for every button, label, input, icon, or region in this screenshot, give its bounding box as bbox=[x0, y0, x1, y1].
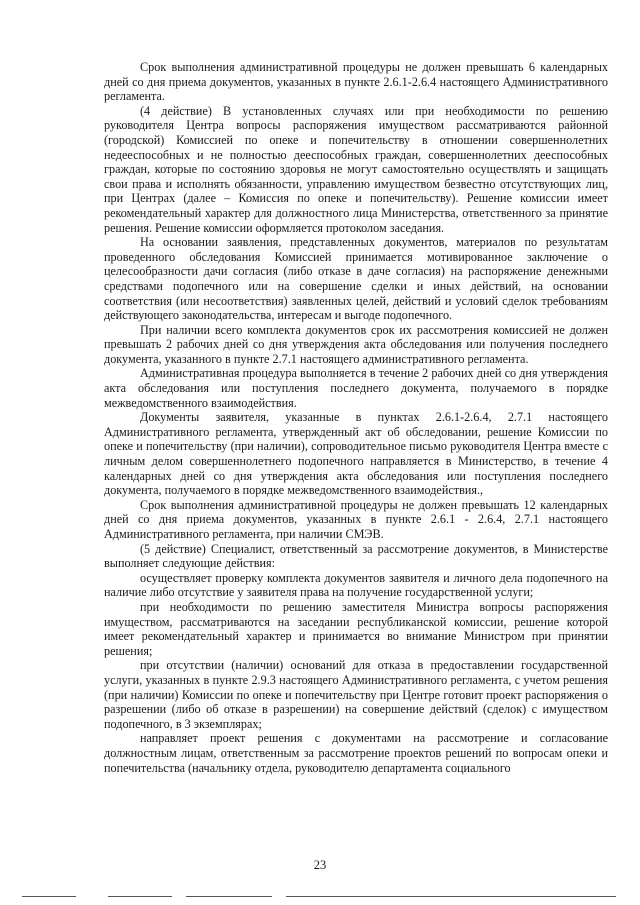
footer-divider bbox=[286, 896, 616, 897]
paragraph: (4 действие) В установленных случаях или при необходимости по решению руководителя Центра вопросы распоряжения имуществом рассматриваются районной (городской) Комиссией по опеке и попечительству в отношении совершеннолетних недееспособных и не полностью дееспособных граждан, совершеннолетних дееспособных граждан, которые по состоянию здоровья не могут самостоятельно осуществлять и защищать свои права и исполнять обязанности, управлению имуществом безвестно отсутствующих лиц, при Центрах (далее – Комиссия по опеке и попечительству). Решение комиссии имеет рекомендательный характер для должностного лица Министерства, ответственного за принятие решения. Решение комиссии оформляется протоколом заседания. bbox=[104, 103, 608, 235]
footer-divider bbox=[186, 896, 272, 897]
paragraph: Административная процедура выполняется в течение 2 рабочих дней со дня утверждения акта обследования или поступления последнего документа, получаемого в порядке межведомственного взаимодействия. bbox=[104, 366, 608, 410]
paragraph: осуществляет проверку комплекта документов заявителя и личного дела подопечного на наличие либо отсутствие у заявителя права на получение государственной услуги; bbox=[104, 570, 608, 600]
footer-divider bbox=[108, 896, 172, 897]
paragraph: при необходимости по решению заместителя Министра вопросы распоряжения имуществом, рассматриваются на заседании республиканской комиссии, решение которой имеет рекомендательный характер и принимается во внимание Министром при принятии решения; bbox=[104, 599, 608, 658]
paragraph: При наличии всего комплекта документов срок их рассмотрения комиссией не должен превышать 2 рабочих дней со дня утверждения акта обследования или получения последнего документа, указанного в пункте 2.7.1 настоящего административного регламента. bbox=[104, 322, 608, 366]
paragraph: Срок выполнения административной процедуры не должен превышать 12 календарных дней со дня приема документов, указанных в пункте 2.6.1 - 2.6.4, 2.7.1 настоящего Административного регламента, при наличии СМЭВ. bbox=[104, 497, 608, 541]
paragraph: (5 действие) Специалист, ответственный за рассмотрение документов, в Министерстве выполняет следующие действия: bbox=[104, 541, 608, 571]
paragraph: На основании заявления, представленных документов, материалов по результатам проведенного обследования Комиссией принимается мотивированное заключение о целесообразности дачи согласия (либо отказе в даче согласия) на распоряжение денежными средствами подопечного или на совершение сделки и иных действий, на основании соответствия (или несоответствия) заявленных целей, действий и условий сделок требованиям действующего законодательства, интересам и выгоде подопечного. bbox=[104, 235, 608, 323]
paragraph: при отсутствии (наличии) оснований для отказа в предоставлении государственной услуги, указанных в пункте 2.9.3 настоящего Административного регламента, с учетом решения (при наличии) Комиссии по опеке и попечительству при Центре готовит проект распоряжения о разрешении (либо об отказе в разрешении) на совершение действий (сделок) с имуществом подопечного, в 3 экземплярах; bbox=[104, 658, 608, 731]
page-number: 23 bbox=[313, 858, 327, 872]
paragraph: направляет проект решения с документами на рассмотрение и согласование должностным лицам, ответственным за рассмотрение проектов решений по вопросам опеки и попечительства (начальнику отдела, руководителю департамента социального bbox=[104, 731, 608, 775]
document-body bbox=[104, 60, 608, 775]
paragraph: Срок выполнения административной процедуры не должен превышать 6 календарных дней со дня приема документов, указанных в пункте 2.6.1-2.6.4 настоящего Административного регламента. bbox=[104, 60, 608, 104]
footer-divider bbox=[22, 896, 76, 897]
paragraph: Документы заявителя, указанные в пунктах 2.6.1-2.6.4, 2.7.1 настоящего Административного регламента, утвержденный акт об обследовании, решение Комиссии по опеке и попечительству (при наличии), сопроводительное письмо руководителя Центра вместе с личным делом совершеннолетнего подопечного направляется в Министерство, в течение 4 календарных дней со дня утверждения акта обследования или поступления последнего документа, получаемого в порядке межведомственного взаимодействия., bbox=[104, 410, 608, 498]
